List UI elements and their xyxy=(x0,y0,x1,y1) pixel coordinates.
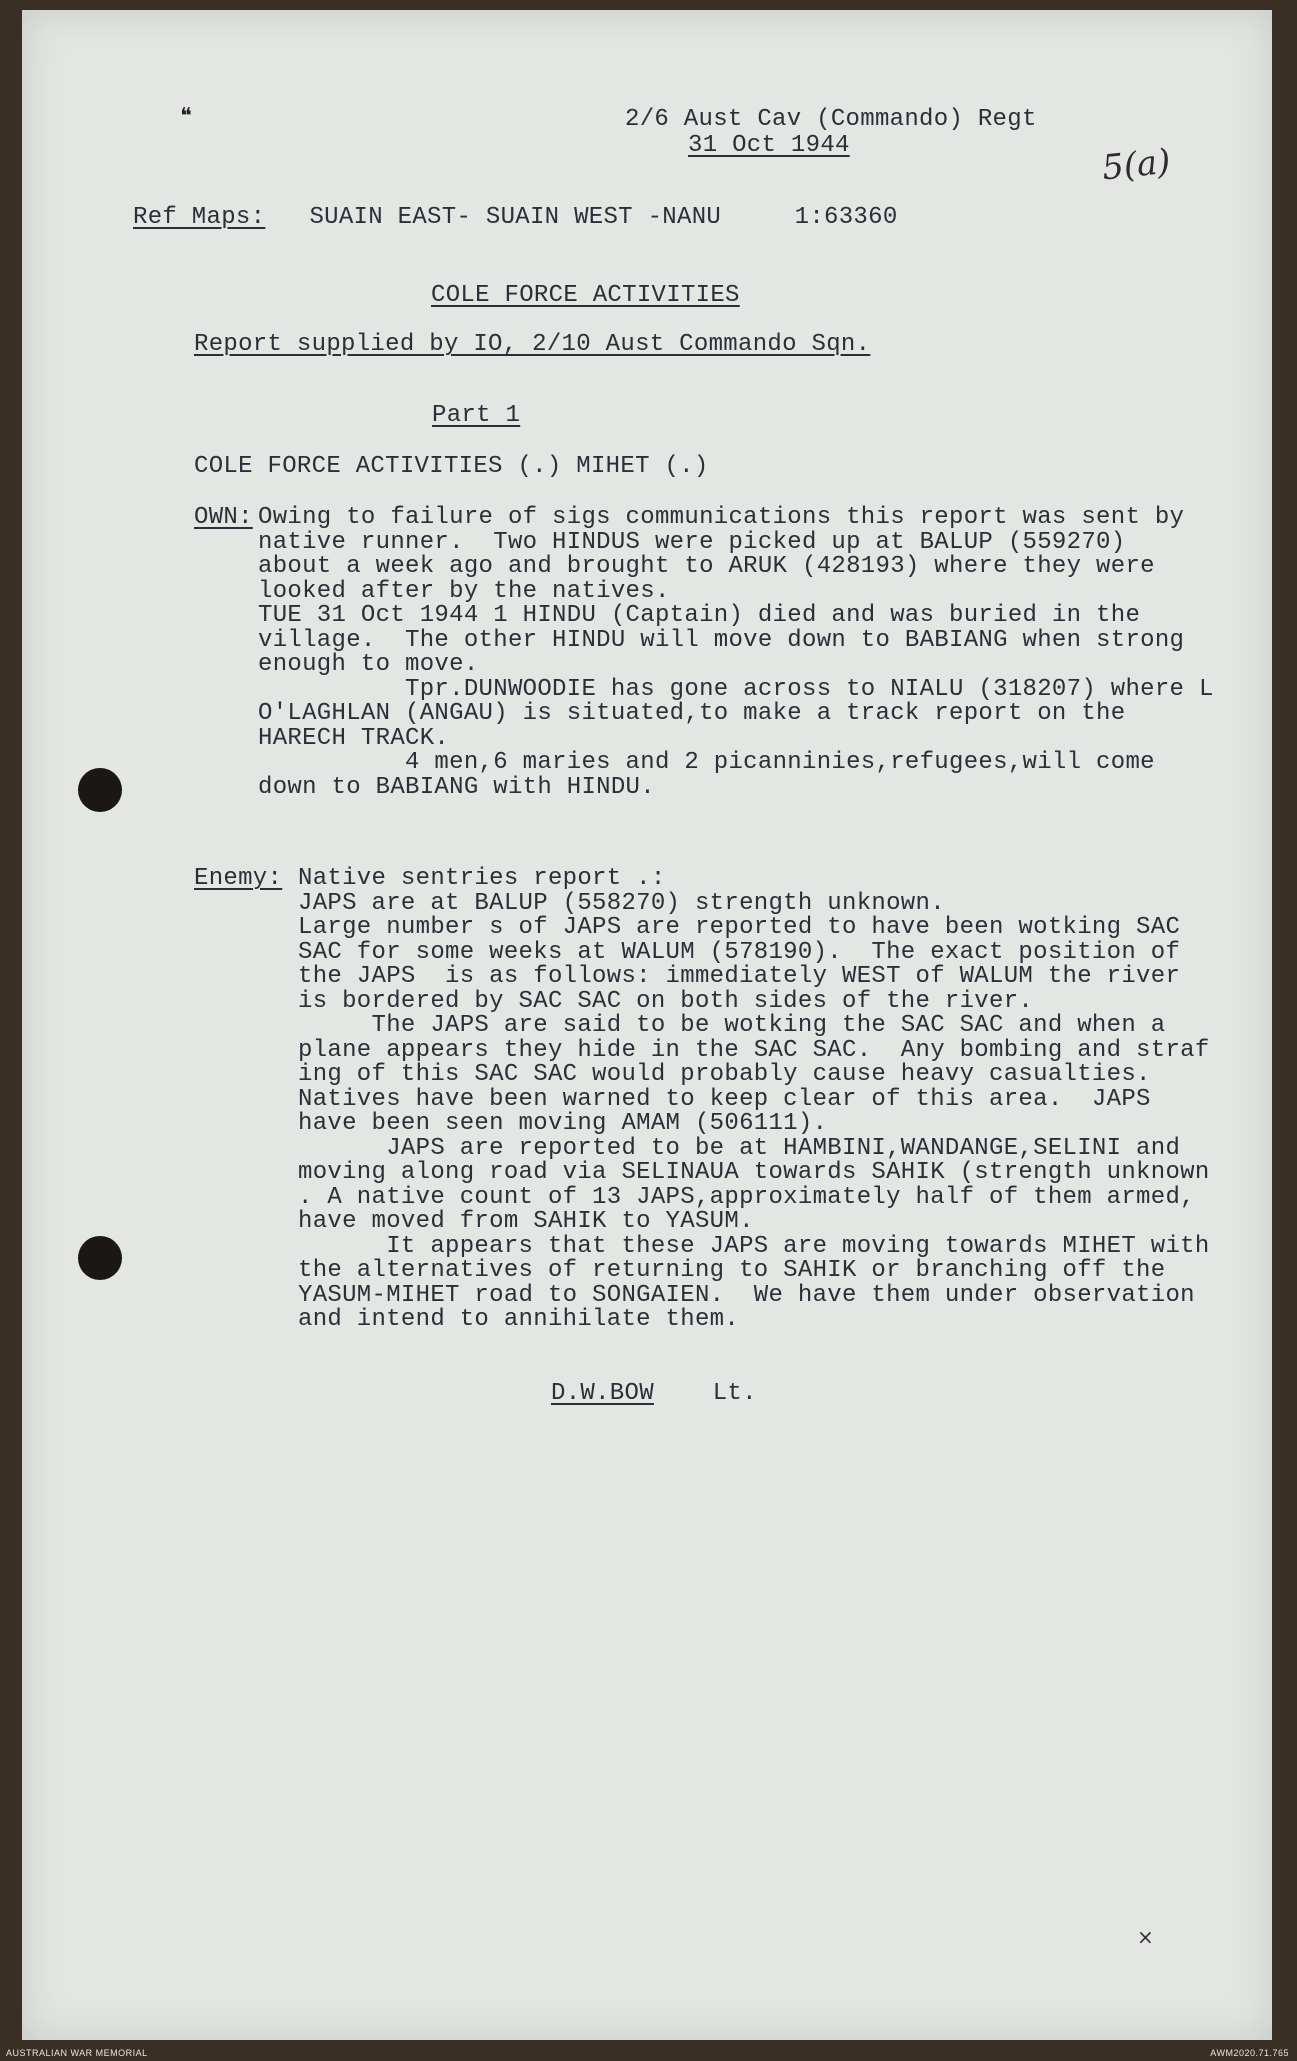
footer-right: AWM2020.71.765 xyxy=(1210,2048,1289,2058)
own-line: enough to move. xyxy=(258,651,479,678)
enemy-paragraph xyxy=(298,867,1210,1333)
enemy-line: the JAPS is as follows: immediately WEST of WALUM the river xyxy=(298,963,1181,990)
enemy-line: Native sentries report .: xyxy=(298,865,666,892)
own-line: HARECH TRACK. xyxy=(258,724,450,752)
enemy-line: The JAPS are said to be wotking the SAC SAC and when a xyxy=(298,1012,1166,1039)
punch-hole-bottom xyxy=(78,1236,122,1280)
enemy-line: Large number s of JAPS are reported to have been wotking SAC xyxy=(298,914,1181,941)
own-line: Owing to failure of sigs communications this report was sent by xyxy=(258,504,1185,531)
own-label: OWN: xyxy=(194,504,253,531)
pencil-annotation: 5(a) xyxy=(1100,141,1173,189)
tick-mark: × xyxy=(1137,1925,1154,1949)
report-title: COLE FORCE ACTIVITIES xyxy=(431,282,740,309)
own-line: TUE 31 Oct 1944 1 HINDU (Captain) died and was buried in the xyxy=(258,602,1141,629)
signature-rank: Lt. xyxy=(712,1380,757,1407)
report-date: 31 Oct 1944 xyxy=(688,132,850,159)
enemy-line: ing of this SAC SAC would probably cause heavy casualties. xyxy=(298,1061,1151,1088)
report-subtitle: Report supplied by IO, 2/10 Aust Commando Sqn. xyxy=(194,331,871,358)
own-paragraph xyxy=(258,506,1214,800)
enemy-line: . A native count of 13 JAPS,approximately half of them armed, xyxy=(298,1183,1195,1211)
enemy-line: have been seen moving AMAM (506111). xyxy=(298,1110,828,1137)
ink-mark: ❝ xyxy=(180,104,192,129)
part-heading: Part 1 xyxy=(432,402,521,429)
signature-name: D.W.BOW xyxy=(551,1380,654,1407)
enemy-line: and intend to annihilate them. xyxy=(298,1306,740,1333)
signature-block xyxy=(551,1382,757,1407)
enemy-line: Natives have been warned to keep clear of this area. JAPS xyxy=(298,1085,1151,1113)
enemy-line: have moved from SAHIK to YASUM. xyxy=(298,1208,754,1235)
document-page xyxy=(22,10,1272,2040)
enemy-line: the alternatives of returning to SAHIK or branching off the xyxy=(298,1257,1166,1284)
unit-heading: 2/6 Aust Cav (Commando) Regt xyxy=(625,106,1037,133)
punch-hole-top xyxy=(78,768,122,812)
own-line: about a week ago and brought to ARUK (428193) where they were xyxy=(258,553,1155,580)
ref-maps-label: Ref Maps: xyxy=(133,204,266,231)
own-line: O'LAGHLAN (ANGAU) is situated,to make a track report on the xyxy=(258,700,1126,727)
enemy-line: JAPS are at BALUP (558270) strength unknown. xyxy=(298,889,945,917)
ref-maps-row xyxy=(133,206,898,231)
own-line: 4 men,6 maries and 2 picanninies,refugees,will come xyxy=(258,749,1155,776)
footer-left: AUSTRALIAN WAR MEMORIAL xyxy=(6,2048,148,2058)
enemy-line: moving along road via SELINAUA towards SAHIK (strength unknown xyxy=(298,1159,1210,1186)
own-line: Tpr.DUNWOODIE has gone across to NIALU (318207) where L xyxy=(258,675,1214,703)
ref-maps-value: SUAIN EAST- SUAIN WEST -NANU 1:63360 xyxy=(309,204,898,231)
enemy-label: Enemy: xyxy=(194,865,283,892)
section-heading: COLE FORCE ACTIVITIES (.) MIHET (.) xyxy=(194,453,709,480)
own-line: looked after by the natives. xyxy=(258,577,670,605)
own-line: native runner. Two HINDUS were picked up at BALUP (559270) xyxy=(258,528,1126,556)
own-line: down to BABIANG with HINDU. xyxy=(258,773,655,801)
enemy-line: plane appears they hide in the SAC SAC. Any bombing and straf xyxy=(298,1036,1210,1064)
enemy-line: It appears that these JAPS are moving towards MIHET with xyxy=(298,1232,1210,1260)
enemy-line: JAPS are reported to be at HAMBINI,WANDANGE,SELINI and xyxy=(298,1134,1181,1162)
enemy-line: YASUM-MIHET road to SONGAIEN. We have them under observation xyxy=(298,1281,1195,1309)
enemy-line: SAC for some weeks at WALUM (578190). The exact position of xyxy=(298,938,1181,966)
own-line: village. The other HINDU will move down to BABIANG when strong xyxy=(258,626,1185,654)
enemy-line: is bordered by SAC SAC on both sides of the river. xyxy=(298,987,1034,1015)
